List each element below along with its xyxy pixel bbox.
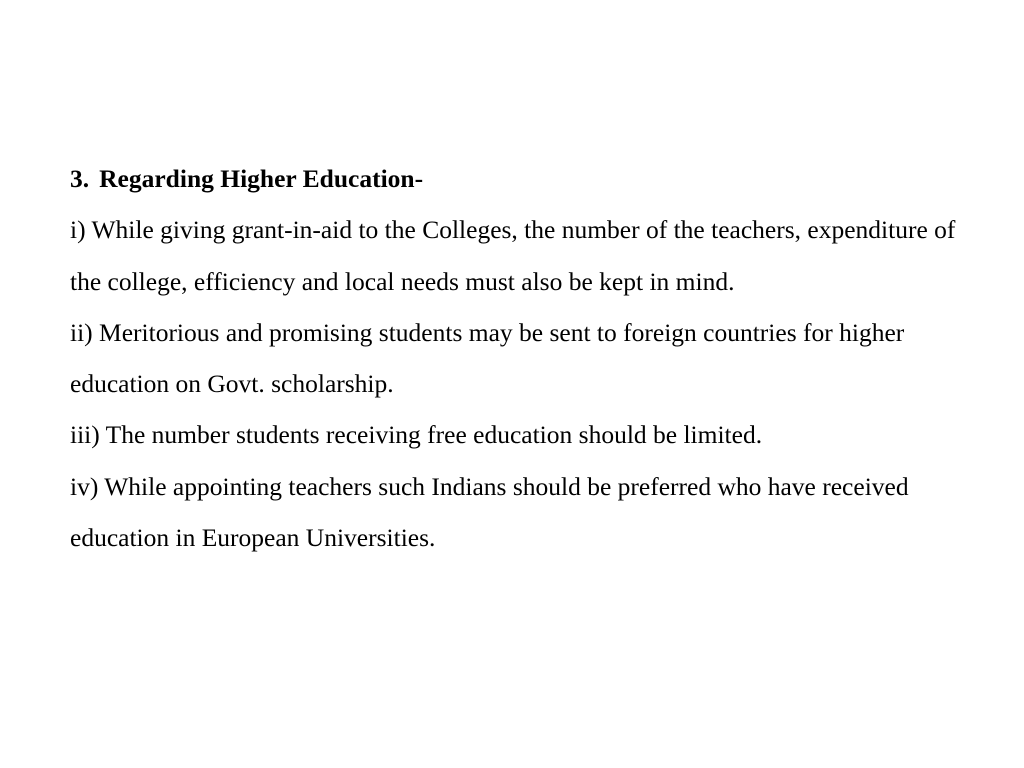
point-4: iv) While appointing teachers such Indians should be preferred who have received education in European Universities. xyxy=(70,471,909,553)
section-heading xyxy=(70,153,970,204)
point-1: i) While giving grant-in-aid to the Colleges, the number of the teachers, expenditure of the college, efficiency and local needs must also be kept in mind. xyxy=(70,215,956,296)
point-3: iii) The number students receiving free education should be limited. xyxy=(70,420,763,450)
section-number: 3. xyxy=(70,164,90,193)
section-title: Regarding Higher Education- xyxy=(99,164,424,193)
point-2: ii) Meritorious and promising students may be sent to foreign countries for higher education on Govt. scholarship. xyxy=(70,317,905,399)
slide-content xyxy=(70,153,970,563)
